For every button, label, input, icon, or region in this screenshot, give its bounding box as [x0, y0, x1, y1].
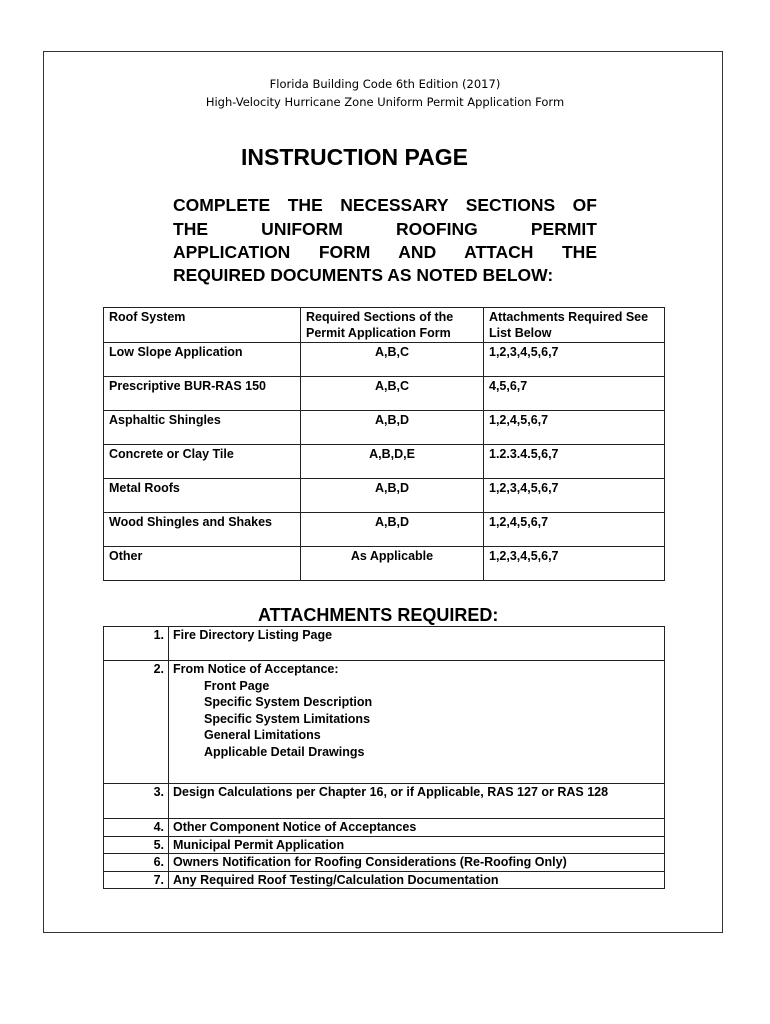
attachment-number: 4.	[104, 819, 169, 837]
attachment-number: 1.	[104, 627, 169, 661]
header-code-edition: Florida Building Code 6th Edition (2017)	[269, 77, 501, 91]
attachment-number: 2.	[104, 661, 169, 784]
sections-cell: A,B,D,E	[301, 445, 484, 479]
attachments-cell: 1,2,3,4,5,6,7	[484, 547, 665, 581]
roof-system-cell: Low Slope Application	[104, 343, 301, 377]
lead-line-2: THE UNIFORM ROOFING PERMIT	[173, 219, 597, 239]
attachment-row	[104, 819, 665, 837]
roof-system-cell: Prescriptive BUR-RAS 150	[104, 377, 301, 411]
attachment-row	[104, 661, 665, 784]
attachment-number: 6.	[104, 854, 169, 872]
table-row	[104, 411, 665, 445]
header-required-sections: Required Sections of the Permit Application Form	[301, 308, 484, 343]
attachment-row	[104, 784, 665, 819]
attachment-number: 3.	[104, 784, 169, 819]
attachment-row	[104, 836, 665, 854]
attachment-row	[104, 627, 665, 661]
roof-system-cell: Metal Roofs	[104, 479, 301, 513]
table-header-row	[104, 308, 665, 343]
roof-system-cell: Wood Shingles and Shakes	[104, 513, 301, 547]
roof-system-cell: Concrete or Clay Tile	[104, 445, 301, 479]
table-row	[104, 479, 665, 513]
attachments-cell: 1,2,4,5,6,7	[484, 411, 665, 445]
attachment-subitem: General Limitations	[204, 728, 321, 742]
sections-cell: A,B,D	[301, 513, 484, 547]
table-row	[104, 547, 665, 581]
attachments-table	[103, 626, 665, 889]
attachment-text-group	[169, 661, 665, 784]
attachment-text: Municipal Permit Application	[169, 836, 665, 854]
attachment-subitem: Front Page	[204, 678, 270, 693]
header-form-name: High-Velocity Hurricane Zone Uniform Permit Application Form	[205, 95, 565, 109]
lead-line-3: APPLICATION FORM AND ATTACH THE	[173, 242, 597, 262]
attachment-text: Owners Notification for Roofing Considerations (Re-Roofing Only)	[169, 854, 665, 872]
attachments-cell: 1,2,3,4,5,6,7	[484, 479, 665, 513]
page-title: INSTRUCTION PAGE	[241, 144, 469, 170]
table-row	[104, 445, 665, 479]
attachment-text: From Notice of Acceptance:	[173, 662, 339, 676]
table-row	[104, 343, 665, 377]
attachment-subitem: Specific System Description	[204, 695, 373, 709]
attachment-text: Design Calculations per Chapter 16, or if Applicable, RAS 127 or RAS 128	[169, 784, 665, 819]
sections-cell: A,B,D	[301, 411, 484, 445]
lead-line-4: REQUIRED DOCUMENTS AS NOTED BELOW:	[173, 265, 554, 285]
roof-system-cell: Other	[104, 547, 301, 581]
table-row	[104, 377, 665, 411]
attachment-row	[104, 854, 665, 872]
roof-system-cell: Asphaltic Shingles	[104, 411, 301, 445]
attachments-cell: 4,5,6,7	[484, 377, 665, 411]
attachment-number: 5.	[104, 836, 169, 854]
sections-cell: A,B,C	[301, 343, 484, 377]
sections-cell: A,B,C	[301, 377, 484, 411]
lead-line-1: COMPLETE THE NECESSARY SECTIONS OF	[173, 195, 597, 215]
attachment-text: Fire Directory Listing Page	[169, 627, 665, 661]
attachments-title: ATTACHMENTS REQUIRED:	[258, 605, 499, 625]
attachments-cell: 1.2.3.4.5,6,7	[484, 445, 665, 479]
sections-cell: As Applicable	[301, 547, 484, 581]
attachments-cell: 1,2,4,5,6,7	[484, 513, 665, 547]
attachment-number: 7.	[104, 871, 169, 889]
attachment-subitem: Specific System Limitations	[204, 711, 371, 726]
attachments-cell: 1,2,3,4,5,6,7	[484, 343, 665, 377]
attachment-subitem: Applicable Detail Drawings	[204, 744, 365, 759]
sections-cell: A,B,D	[301, 479, 484, 513]
attachment-text: Other Component Notice of Acceptances	[169, 819, 665, 837]
header-roof-system: Roof System	[104, 308, 301, 343]
header-attachments-required: Attachments Required See List Below	[484, 308, 665, 343]
roof-system-table	[103, 307, 665, 581]
table-row	[104, 513, 665, 547]
attachment-text: Any Required Roof Testing/Calculation Documentation	[169, 871, 665, 889]
attachment-row	[104, 871, 665, 889]
